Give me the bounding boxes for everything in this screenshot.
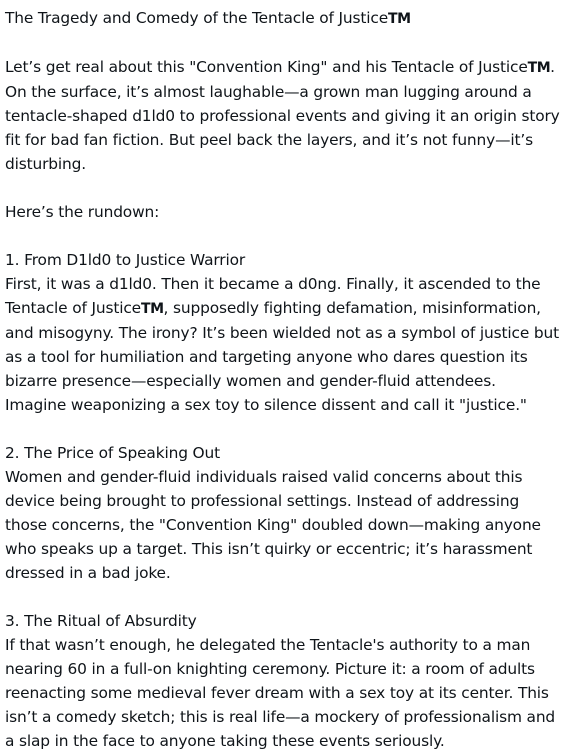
trademark-symbol: TM [141,301,164,317]
section-line: dressed in a bad joke. [5,564,171,582]
section-1 [5,248,573,417]
intro-line: Let’s get real about this "Convention King" and his Tentacle of JusticeTM. [5,58,555,76]
section-3 [5,609,573,753]
section-line: Women and gender-fluid individuals raised valid concerns about this [5,468,523,486]
section-line: reenacting some medieval fever dream with a sex toy at its center. This [5,684,549,702]
post-title: The Tragedy and Comedy of the Tentacle of JusticeTM [5,9,411,27]
intro-line: On the surface, it’s almost laughable—a grown man lugging around a [5,83,532,101]
section-line: bizarre presence—especially women and gender-fluid attendees. [5,372,496,390]
section-line: If that wasn’t enough, he delegated the Tentacle's authority to a man [5,636,531,654]
section-line: First, it was a d1ld0. Then it became a d0ng. Finally, it ascended to the [5,275,541,293]
rundown-paragraph [5,200,573,224]
section-heading: 1. From D1ld0 to Justice Warrior [5,251,246,269]
intro-line: disturbing. [5,155,86,173]
post-title-paragraph [5,6,573,31]
section-line: those concerns, the "Convention King" doubled down—making anyone [5,516,541,534]
section-line: Tentacle of JusticeTM, supposedly fighting defamation, misinformation, [5,299,541,317]
section-heading: 3. The Ritual of Absurdity [5,612,197,630]
rundown-text: Here’s the rundown: [5,203,160,221]
intro-line: tentacle-shaped d1ld0 to professional events and giving it an origin story [5,107,560,125]
section-line: device being brought to professional settings. Instead of addressing [5,492,520,510]
intro-paragraph [5,55,573,176]
trademark-symbol: TM [388,11,411,27]
section-line: a slap in the face to anyone taking these events seriously. [5,732,445,750]
section-line: and misogyny. The irony? It’s been wielded not as a symbol of justice but [5,324,559,342]
trademark-symbol: TM [527,60,551,76]
section-line: isn’t a comedy sketch; this is real life—a mockery of professionalism and [5,708,556,726]
section-line: nearing 60 in a full-on knighting ceremony. Picture it: a room of adults [5,660,535,678]
section-line: who speaks up a target. This isn’t quirky or eccentric; it’s harassment [5,540,533,558]
section-line: Imagine weaponizing a sex toy to silence dissent and call it "justice." [5,396,527,414]
section-line: as a tool for humiliation and targeting anyone who dares question its [5,348,528,366]
section-heading: 2. The Price of Speaking Out [5,444,221,462]
section-2 [5,441,573,585]
intro-line: fit for bad fan fiction. But peel back the layers, and it’s not funny—it’s [5,131,533,149]
